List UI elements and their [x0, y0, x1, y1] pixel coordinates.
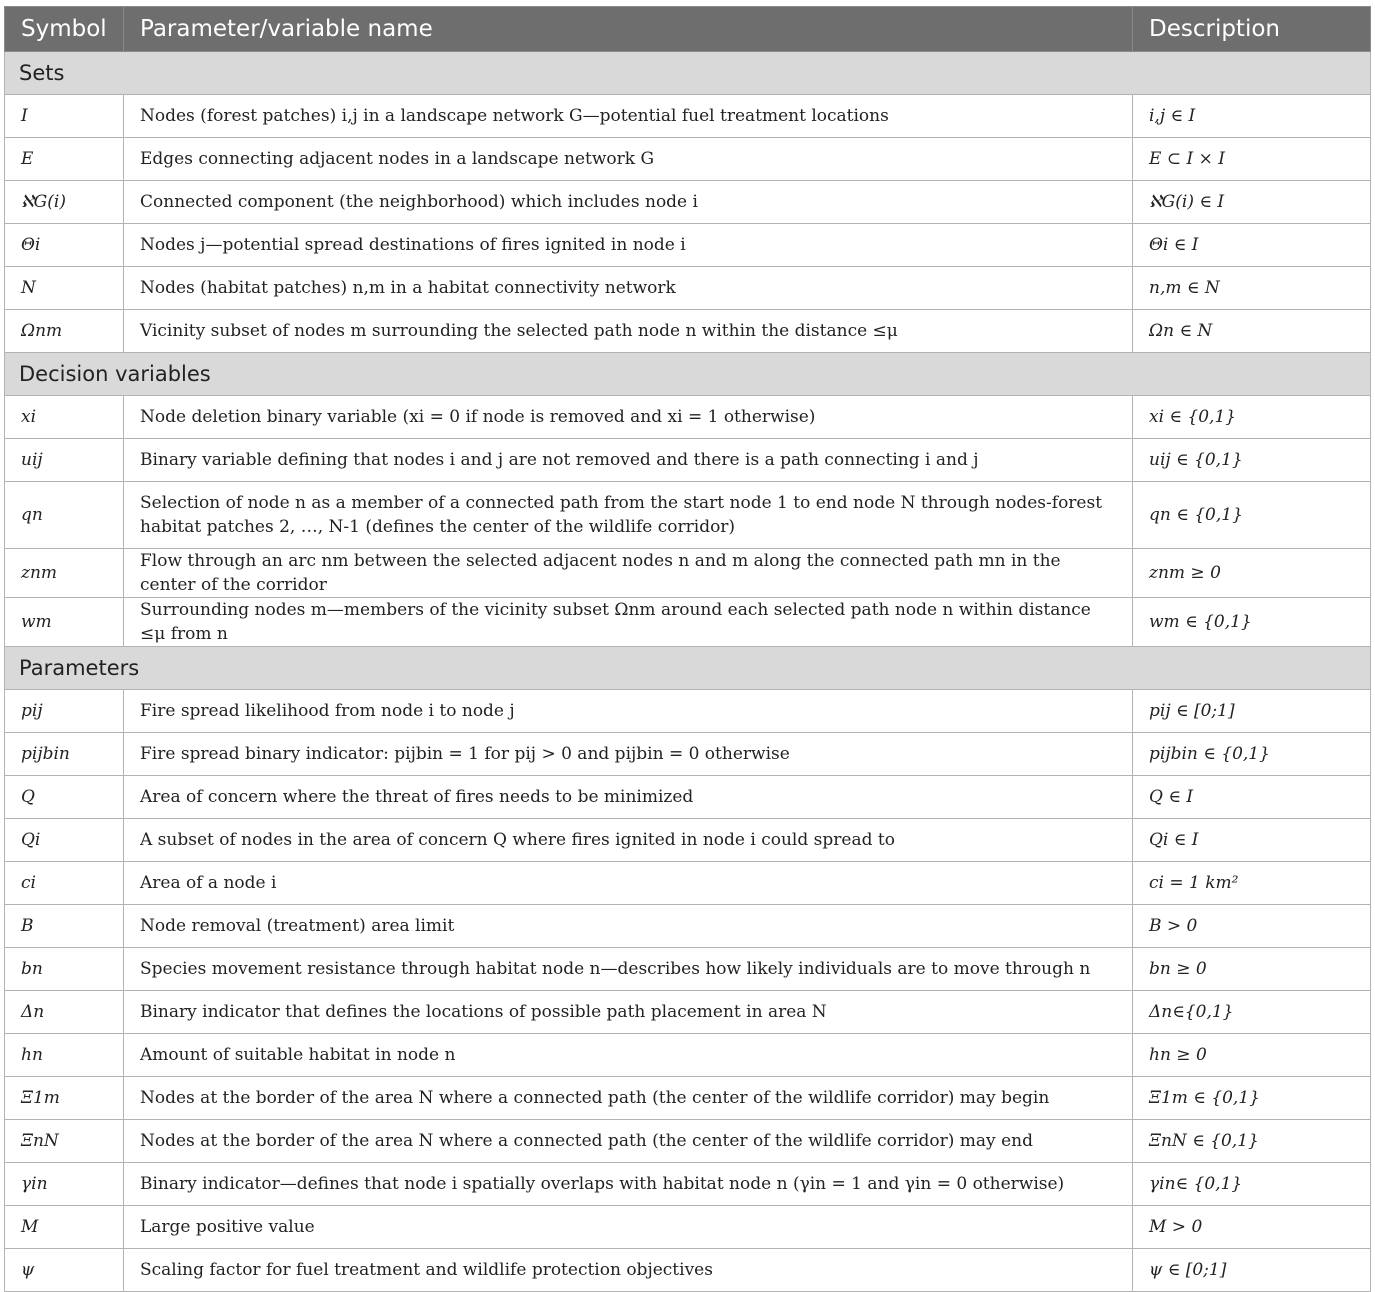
- symbol-cell: wm: [5, 598, 124, 647]
- name-cell: Amount of suitable habitat in node n: [124, 1034, 1133, 1077]
- symbol-cell: znm: [5, 549, 124, 598]
- description-cell: ℵG(i) ∈ I: [1133, 181, 1371, 224]
- name-cell: Node deletion binary variable (xi = 0 if node is removed and xi = 1 otherwise): [124, 396, 1133, 439]
- description-cell: bn ≥ 0: [1133, 948, 1371, 991]
- table-row: [5, 138, 1371, 181]
- section-title: Decision variables: [5, 353, 1371, 396]
- symbol-cell: Θi: [5, 224, 124, 267]
- name-cell: Fire spread likelihood from node i to node j: [124, 690, 1133, 733]
- name-cell: Nodes (habitat patches) n,m in a habitat connectivity network: [124, 267, 1133, 310]
- symbol-cell: hn: [5, 1034, 124, 1077]
- section-header-row: [5, 647, 1371, 690]
- description-cell: Q ∈ I: [1133, 776, 1371, 819]
- table-row: [5, 224, 1371, 267]
- symbol-cell: ℵG(i): [5, 181, 124, 224]
- name-cell: Nodes (forest patches) i,j in a landscape network G—potential fuel treatment locations: [124, 95, 1133, 138]
- name-cell: Species movement resistance through habitat node n—describes how likely individuals are to move through n: [124, 948, 1133, 991]
- table-row: [5, 1120, 1371, 1163]
- table-row: [5, 776, 1371, 819]
- name-cell: Binary variable defining that nodes i and j are not removed and there is a path connecting i and j: [124, 439, 1133, 482]
- symbol-cell: qn: [5, 482, 124, 549]
- name-cell: Binary indicator—defines that node i spatially overlaps with habitat node n (γin = 1 and γin = 0 otherwise): [124, 1163, 1133, 1206]
- description-cell: pij ∈ [0;1]: [1133, 690, 1371, 733]
- table-row: [5, 396, 1371, 439]
- table-row: [5, 991, 1371, 1034]
- symbol-cell: Ωnm: [5, 310, 124, 353]
- table-row: [5, 905, 1371, 948]
- name-cell: Nodes at the border of the area N where a connected path (the center of the wildlife corridor) may end: [124, 1120, 1133, 1163]
- table-row: [5, 862, 1371, 905]
- table-body: [5, 52, 1371, 1292]
- symbol-cell: Ξ1m: [5, 1077, 124, 1120]
- description-cell: qn ∈ {0,1}: [1133, 482, 1371, 549]
- name-cell: Scaling factor for fuel treatment and wildlife protection objectives: [124, 1249, 1133, 1292]
- symbol-cell: B: [5, 905, 124, 948]
- table-row: [5, 181, 1371, 224]
- table-row: [5, 439, 1371, 482]
- table-row: [5, 819, 1371, 862]
- description-cell: uij ∈ {0,1}: [1133, 439, 1371, 482]
- description-cell: γin∈ {0,1}: [1133, 1163, 1371, 1206]
- name-cell: Flow through an arc nm between the selected adjacent nodes n and m along the connected path mn in the center of the corridor: [124, 549, 1133, 598]
- symbol-cell: ci: [5, 862, 124, 905]
- symbol-cell: bn: [5, 948, 124, 991]
- name-cell: Edges connecting adjacent nodes in a landscape network G: [124, 138, 1133, 181]
- name-cell: Large positive value: [124, 1206, 1133, 1249]
- table-row: [5, 733, 1371, 776]
- description-cell: znm ≥ 0: [1133, 549, 1371, 598]
- description-cell: Δn∈{0,1}: [1133, 991, 1371, 1034]
- description-cell: Ξ1m ∈ {0,1}: [1133, 1077, 1371, 1120]
- description-cell: B > 0: [1133, 905, 1371, 948]
- name-cell: Fire spread binary indicator: pijbin = 1 for pij > 0 and pijbin = 0 otherwise: [124, 733, 1133, 776]
- symbol-cell: γin: [5, 1163, 124, 1206]
- section-title: Sets: [5, 52, 1371, 95]
- table-row: [5, 598, 1371, 647]
- header-row: [5, 7, 1371, 52]
- name-cell: Area of a node i: [124, 862, 1133, 905]
- section-title: Parameters: [5, 647, 1371, 690]
- symbol-cell: ψ: [5, 1249, 124, 1292]
- table-row: [5, 549, 1371, 598]
- name-cell: A subset of nodes in the area of concern Q where fires ignited in node i could spread to: [124, 819, 1133, 862]
- table-row: [5, 482, 1371, 549]
- description-cell: n,m ∈ N: [1133, 267, 1371, 310]
- table-row: [5, 1077, 1371, 1120]
- table-row: [5, 690, 1371, 733]
- symbol-cell: N: [5, 267, 124, 310]
- description-cell: Θi ∈ I: [1133, 224, 1371, 267]
- table-row: [5, 267, 1371, 310]
- table-row: [5, 310, 1371, 353]
- section-header-row: [5, 52, 1371, 95]
- symbol-cell: Δn: [5, 991, 124, 1034]
- description-cell: M > 0: [1133, 1206, 1371, 1249]
- description-cell: xi ∈ {0,1}: [1133, 396, 1371, 439]
- table-row: [5, 1163, 1371, 1206]
- name-cell: Nodes j—potential spread destinations of fires ignited in node i: [124, 224, 1133, 267]
- table-row: [5, 948, 1371, 991]
- symbol-cell: Qi: [5, 819, 124, 862]
- description-cell: i,j ∈ I: [1133, 95, 1371, 138]
- symbol-cell: xi: [5, 396, 124, 439]
- description-cell: Qi ∈ I: [1133, 819, 1371, 862]
- description-cell: hn ≥ 0: [1133, 1034, 1371, 1077]
- name-cell: Surrounding nodes m—members of the vicinity subset Ωnm around each selected path node n within distance ≤μ from n: [124, 598, 1133, 647]
- header-symbol: Symbol: [5, 7, 124, 52]
- name-cell: Selection of node n as a member of a connected path from the start node 1 to end node N through nodes-forest habitat patches 2, …, N-1 (defines the center of the wildlife corridor): [124, 482, 1133, 549]
- name-cell: Connected component (the neighborhood) which includes node i: [124, 181, 1133, 224]
- table-row: [5, 1249, 1371, 1292]
- name-cell: Vicinity subset of nodes m surrounding the selected path node n within the distance ≤μ: [124, 310, 1133, 353]
- symbol-cell: I: [5, 95, 124, 138]
- description-cell: pijbin ∈ {0,1}: [1133, 733, 1371, 776]
- symbol-cell: ΞnN: [5, 1120, 124, 1163]
- description-cell: E ⊂ I × I: [1133, 138, 1371, 181]
- header-name: Parameter/variable name: [124, 7, 1133, 52]
- header-description: Description: [1133, 7, 1371, 52]
- symbol-cell: uij: [5, 439, 124, 482]
- parameter-table: [4, 6, 1371, 1292]
- symbol-cell: pij: [5, 690, 124, 733]
- table-row: [5, 1206, 1371, 1249]
- table-row: [5, 95, 1371, 138]
- symbol-cell: E: [5, 138, 124, 181]
- name-cell: Area of concern where the threat of fires needs to be minimized: [124, 776, 1133, 819]
- name-cell: Binary indicator that defines the locations of possible path placement in area N: [124, 991, 1133, 1034]
- symbol-cell: Q: [5, 776, 124, 819]
- name-cell: Nodes at the border of the area N where a connected path (the center of the wildlife corridor) may begin: [124, 1077, 1133, 1120]
- description-cell: ΞnN ∈ {0,1}: [1133, 1120, 1371, 1163]
- symbol-cell: pijbin: [5, 733, 124, 776]
- description-cell: Ωn ∈ N: [1133, 310, 1371, 353]
- symbol-cell: M: [5, 1206, 124, 1249]
- table-row: [5, 1034, 1371, 1077]
- name-cell: Node removal (treatment) area limit: [124, 905, 1133, 948]
- description-cell: wm ∈ {0,1}: [1133, 598, 1371, 647]
- section-header-row: [5, 353, 1371, 396]
- description-cell: ψ ∈ [0;1]: [1133, 1249, 1371, 1292]
- description-cell: ci = 1 km²: [1133, 862, 1371, 905]
